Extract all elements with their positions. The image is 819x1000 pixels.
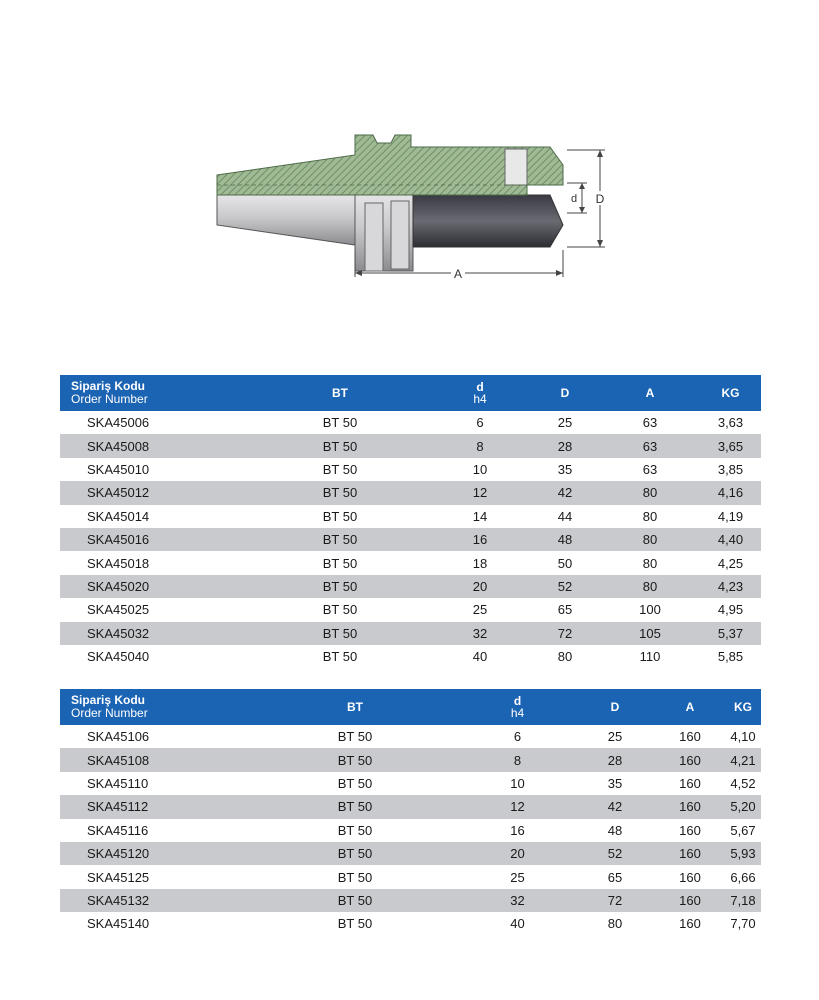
cell-kg: 4,10 [730, 729, 756, 745]
cell-big-d: 28 [530, 434, 600, 457]
table-header-row [60, 375, 761, 411]
tool-holder-drawing [205, 125, 625, 285]
cell-kg: 5,93 [725, 842, 761, 865]
cell-bt: BT 50 [250, 842, 460, 865]
cell-a: 160 [655, 748, 725, 771]
cell-big-d: 50 [557, 555, 573, 571]
cell-order-number: SKA45106 [87, 729, 150, 745]
cell-kg: 4,23 [700, 575, 761, 598]
cell-a: 63 [600, 434, 700, 457]
header-kg: KG [700, 375, 761, 411]
cell-big-d: 48 [530, 528, 600, 551]
cell-small-d: 10 [510, 775, 525, 791]
cell-a: 160 [655, 889, 725, 912]
cell-big-d: 72 [530, 622, 600, 645]
cell-order-number: SKA45108 [60, 748, 250, 771]
cell-a: 160 [679, 822, 701, 838]
cell-a: 63 [642, 461, 658, 477]
holder-lower-body [217, 193, 563, 271]
cell-order-number: SKA45040 [87, 649, 150, 665]
dimension-label-small-d: d [570, 193, 578, 205]
cell-order-number: SKA45116 [87, 822, 149, 838]
cell-small-d: 25 [510, 869, 525, 885]
table-row [60, 842, 761, 865]
cell-order-number: SKA45032 [60, 622, 250, 645]
cell-order-number: SKA45012 [60, 481, 250, 504]
cell-small-d: 20 [430, 575, 530, 598]
cell-a: 160 [679, 775, 701, 791]
header-a: A [655, 689, 725, 725]
cell-big-d: 72 [575, 889, 655, 912]
cell-a: 80 [600, 528, 700, 551]
cell-a: 160 [679, 916, 701, 932]
cell-big-d: 28 [575, 748, 655, 771]
cell-order-number: SKA45008 [60, 434, 250, 457]
table-row [60, 505, 761, 528]
cell-bt: BT 50 [250, 622, 430, 645]
cell-big-d: 42 [530, 481, 600, 504]
cell-a: 80 [642, 508, 658, 524]
cell-big-d: 42 [575, 795, 655, 818]
cell-small-d: 6 [513, 729, 522, 745]
cell-small-d: 32 [430, 622, 530, 645]
cell-order-number: SKA45140 [87, 916, 150, 932]
cell-small-d: 12 [430, 481, 530, 504]
header-order-number: Sipariş Kodu Order Number [60, 375, 250, 411]
table-row [60, 748, 761, 771]
table-row [60, 865, 761, 888]
cell-big-d: 52 [530, 575, 600, 598]
cell-kg: 5,67 [730, 822, 756, 838]
cell-order-number: SKA45020 [60, 575, 250, 598]
cell-bt: BT 50 [250, 434, 430, 457]
cell-kg: 6,66 [730, 869, 756, 885]
table-row [60, 528, 761, 551]
table-row [60, 481, 761, 504]
cell-kg: 4,21 [725, 748, 761, 771]
cell-order-number: SKA45120 [60, 842, 250, 865]
table-row [60, 434, 761, 457]
cell-bt: BT 50 [322, 461, 358, 477]
cell-small-d: 40 [510, 916, 525, 932]
cell-big-d: 48 [607, 822, 623, 838]
cell-kg: 4,19 [717, 508, 744, 524]
cell-small-d: 10 [472, 461, 488, 477]
table-row [60, 551, 761, 574]
table-row [60, 725, 761, 748]
cell-big-d: 25 [557, 415, 573, 431]
cell-big-d: 25 [607, 729, 623, 745]
cell-small-d: 40 [472, 649, 488, 665]
cell-a: 160 [679, 729, 701, 745]
cell-small-d: 14 [472, 508, 488, 524]
cell-a: 160 [655, 842, 725, 865]
cell-order-number: SKA45014 [87, 508, 150, 524]
header-kg: KG [725, 689, 761, 725]
cell-small-d: 8 [460, 748, 575, 771]
table-header-row [60, 689, 761, 725]
cell-big-d: 80 [607, 916, 623, 932]
cell-bt: BT 50 [322, 602, 358, 618]
cell-kg: 3,85 [717, 461, 744, 477]
cell-order-number: SKA45010 [87, 461, 150, 477]
cell-kg: 4,25 [717, 555, 744, 571]
cell-order-number: SKA45018 [87, 555, 150, 571]
cell-small-d: 16 [510, 822, 525, 838]
header-big-d: D [575, 689, 655, 725]
cell-order-number: SKA45016 [60, 528, 250, 551]
cell-a: 160 [679, 869, 701, 885]
cell-kg: 5,85 [717, 649, 744, 665]
spec-table-2 [60, 689, 761, 936]
cell-a: 110 [639, 649, 661, 665]
cell-bt: BT 50 [337, 775, 373, 791]
cell-big-d: 52 [575, 842, 655, 865]
cell-a: 63 [642, 415, 658, 431]
cell-big-d: 35 [557, 461, 573, 477]
table-row [60, 795, 761, 818]
cell-big-d: 65 [557, 602, 573, 618]
header-big-d: D [530, 375, 600, 411]
header-bt: BT [250, 375, 430, 411]
cell-small-d: 12 [460, 795, 575, 818]
header-order-number: Sipariş Kodu Order Number [60, 689, 250, 725]
cell-bt: BT 50 [250, 748, 460, 771]
table-row [60, 772, 761, 795]
cell-a: 100 [639, 602, 661, 618]
cell-a: 160 [655, 795, 725, 818]
cell-small-d: 20 [460, 842, 575, 865]
cell-small-d: 6 [476, 415, 484, 431]
cell-bt: BT 50 [337, 916, 373, 932]
cell-big-d: 35 [607, 775, 623, 791]
table-row [60, 819, 761, 842]
cell-bt: BT 50 [337, 869, 373, 885]
cell-big-d: 80 [557, 649, 573, 665]
cell-kg: 3,65 [700, 434, 761, 457]
table-row [60, 912, 761, 935]
header-small-d: d h4 [460, 689, 575, 725]
cell-bt: BT 50 [250, 528, 430, 551]
cell-bt: BT 50 [337, 729, 373, 745]
cell-kg: 7,70 [730, 916, 756, 932]
header-small-d: d h4 [430, 375, 530, 411]
cell-small-d: 32 [460, 889, 575, 912]
dimension-label-big-d: D [595, 192, 605, 206]
cell-kg: 5,37 [700, 622, 761, 645]
header-a: A [600, 375, 700, 411]
holder-section-hatched [217, 135, 563, 195]
cell-kg: 5,20 [725, 795, 761, 818]
cell-a: 80 [642, 555, 658, 571]
cell-bt: BT 50 [250, 795, 460, 818]
cell-kg: 4,40 [700, 528, 761, 551]
cell-kg: 4,16 [700, 481, 761, 504]
cell-kg: 4,52 [730, 775, 756, 791]
table-row [60, 458, 761, 481]
cell-kg: 3,63 [717, 415, 744, 431]
cell-kg: 7,18 [725, 889, 761, 912]
header-bt: BT [250, 689, 460, 725]
table-row [60, 889, 761, 912]
table-row [60, 411, 761, 434]
cell-order-number: SKA45112 [60, 795, 250, 818]
cell-a: 80 [600, 481, 700, 504]
cell-bt: BT 50 [337, 822, 373, 838]
cell-order-number: SKA45125 [87, 869, 150, 885]
table-row [60, 598, 761, 621]
cell-small-d: 8 [430, 434, 530, 457]
cell-order-number: SKA45110 [87, 775, 149, 791]
table-row [60, 645, 761, 668]
cell-small-d: 25 [472, 602, 488, 618]
cell-a: 80 [600, 575, 700, 598]
cell-order-number: SKA45132 [60, 889, 250, 912]
cell-bt: BT 50 [322, 649, 358, 665]
spec-table-1 [60, 375, 761, 668]
cell-bt: BT 50 [250, 575, 430, 598]
cell-big-d: 65 [607, 869, 623, 885]
cell-bt: BT 50 [322, 555, 358, 571]
cell-bt: BT 50 [250, 889, 460, 912]
cell-order-number: SKA45006 [87, 415, 150, 431]
cell-kg: 4,95 [717, 602, 744, 618]
dimension-label-a: A [453, 267, 463, 281]
table-row [60, 622, 761, 645]
cell-big-d: 44 [557, 508, 573, 524]
cell-order-number: SKA45025 [87, 602, 150, 618]
cell-bt: BT 50 [250, 481, 430, 504]
cell-bt: BT 50 [322, 508, 358, 524]
cell-small-d: 18 [472, 555, 488, 571]
cell-a: 105 [600, 622, 700, 645]
cell-bt: BT 50 [322, 415, 358, 431]
cell-small-d: 16 [430, 528, 530, 551]
table-row [60, 575, 761, 598]
